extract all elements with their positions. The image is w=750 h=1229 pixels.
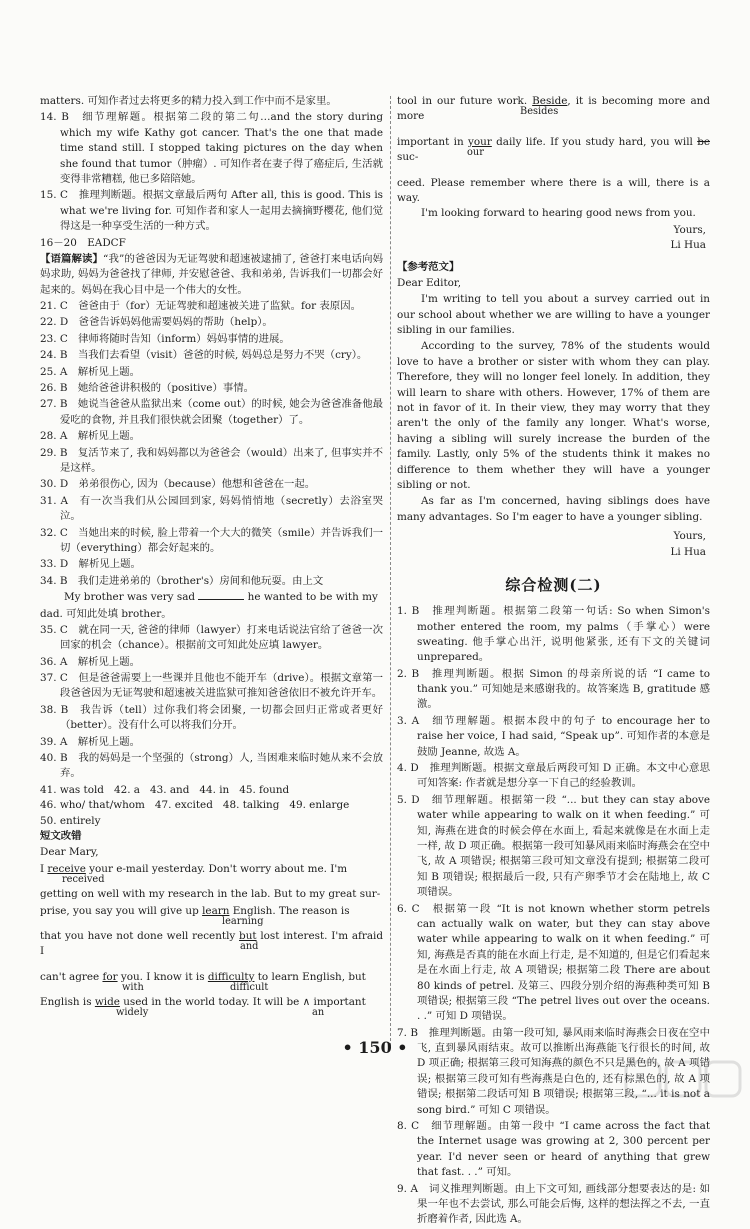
correction-line: getting on well with my research in the lab. But to my great sur- bbox=[40, 888, 381, 901]
answer-entry: 41. was told bbox=[40, 783, 104, 796]
correction-line: ceed. Please remember where there is a will, there is a way. bbox=[397, 176, 710, 204]
explanation-item: 26. B 她给爸爸讲积极的（positive）事情。 bbox=[40, 382, 255, 395]
explanation-item: 【语篇解读】“我”的爸爸因为无证驾驶和超速被逮捕了, 爸爸打来电话向妈妈求助, 妈妈为爸爸找了律师, 并安慰爸爸、我和弟弟, 告诉我们一切都会好起来的。妈妈在我心目中是一个伟大的女性。 bbox=[40, 252, 383, 296]
answer-entry: 47. excited bbox=[154, 799, 213, 812]
explanation-item: 34. B 我们走进弟弟的（brother's）房间和他玩耍。由上文 bbox=[40, 574, 324, 587]
letter-closing: I'm looking forward to hearing good news from you. bbox=[421, 207, 696, 220]
left-column bbox=[40, 94, 383, 1020]
correction-line: I receive your e-mail yesterday. Don't worry about me. I'm received bbox=[40, 862, 383, 887]
model-essay-body bbox=[397, 292, 710, 525]
explanation-item: matters. 可知作者过去将更多的精力投入到工作中而不是家里。 bbox=[40, 95, 337, 107]
explanation-item: 22. D 爸爸告诉妈妈他需要妈妈的帮助（help）。 bbox=[40, 316, 273, 329]
explanation-item: 33. D 解析见上题。 bbox=[40, 558, 141, 571]
item34-english: My brother was very sad he wanted to be with my bbox=[64, 591, 378, 604]
explanation-item: 4. D 推理判断题。根据文章最后两段可知 D 正确。本文中心意思可知答案: 作者就是想分享一下自己的经验教训。 bbox=[397, 762, 710, 790]
model-sign-yours: Yours, bbox=[673, 530, 706, 543]
model-essay-paragraph: I'm writing to tell you about a survey carried out in our school about whether we are willing to have a younger sibling in our families. bbox=[397, 293, 710, 337]
correction-word: learning bbox=[222, 915, 264, 927]
correction-word: and bbox=[240, 940, 259, 952]
explanation-item: 15. C 推理判断题。根据文章最后两句 After all, this is good. This is what we're living for. 可知作者和家人一起用去摘摘野樱花, 他们觉得这是一种享受生活的一种方式。 bbox=[40, 189, 383, 233]
explanation-item: 36. A 解析见上题。 bbox=[40, 655, 141, 668]
answer-entry: 46. who/ that/whom bbox=[40, 799, 145, 812]
error-word: wide bbox=[94, 996, 120, 1009]
error-word: Beside bbox=[532, 95, 568, 107]
explanation-item: 8. C 细节理解题。由第一段中 “I came across the fact that the Internet usage was growing at 2, 300 percent per year. I'd never seen or heard of anything that grew that fast. . .” 可知。 bbox=[397, 1120, 710, 1179]
explanation-item: 14. B 细节理解题。根据第二段的第二句…and the story during which my wife Kathy got cancer. That's the one that made time stand still. I stopped taking pictures on the day when she found that tumor（肿瘤）. 可知作者在妻子得了癌症后, 生活就变得非常糟糕, 他已多陪陪她。 bbox=[40, 111, 383, 185]
explanation-item: 16－20 EADCF bbox=[40, 236, 126, 249]
test-explanations bbox=[397, 604, 710, 1228]
correction-word: received bbox=[62, 873, 105, 885]
answer-entry: 44. in bbox=[199, 783, 230, 796]
explanation-item: 9. A 词义推理判断题。由上下文可知, 画线部分想要表达的是: 如果一年也不去尝试, 那么可能会后悔, 这样的想法挥之不去, 一直折磨着作者, 因此选 A。 bbox=[397, 1182, 710, 1226]
error-word: learn bbox=[202, 904, 230, 917]
explanation-item: 32. C 当她出来的时候, 脸上带着一个大大的微笑（smile）并告诉我们一切（everything）都会好起来的。 bbox=[40, 526, 383, 554]
correction-line: can't agree for you. I know it is difficulty to learn English, but with difficult bbox=[40, 970, 383, 995]
correction-word: difficult bbox=[230, 981, 269, 993]
explanation-item: 6. C 根据第一段 “It is not known whether storm petrels can actually walk on water, but they can stay above water while appearing to walk on it when feeding.” 可知, 海燕是否真的能在水面上行走, 是不知道的, 但是它们看起来是在水面上行走, 故 A 项错误; 根据第二段 There are about 80 kinds of petrel. 及第三、四段分别介绍的海燕种类可知 B 项错误; 根据第三段 “The petrel lives out over the oceans. . .” 可知 D 项错误。 bbox=[397, 902, 710, 1023]
explanation-item: 31. A 有一次当我们从公园回到家, 妈妈悄悄地（secretly）去浴室哭泣。 bbox=[40, 494, 383, 523]
model-essay-tag: 【参考范文】 bbox=[397, 260, 460, 273]
grammar-answers bbox=[40, 783, 383, 829]
explanation-item: 1. B 推理判断题。根据第二段第一句话: So when Simon's mother entered the room, my palms（手掌心）were sweating. 他手掌心出汗, 说明他紧张, 还有下文的关键词 unprepared。 bbox=[397, 605, 710, 664]
explanation-item: 3. A 细节理解题。根据本段中的句子 to encourage her to raise her voice, I had said, “Speak up”. 可知作者的本意是鼓励 Jeanne, 故选 A。 bbox=[397, 714, 710, 758]
page-number: • 150 • bbox=[342, 1038, 408, 1057]
explanation-item: 2. B 推理判断题。根据 Simon 的母亲所说的话 “I came to thank you.” 可知她是来感谢我的。故答案选 B, gratitude 感激。 bbox=[397, 667, 710, 711]
explanation-item: 30. D 弟弟很伤心, 因为（because）他想和爸爸在一起。 bbox=[40, 478, 316, 491]
model-essay-paragraph: As far as I'm concerned, having siblings does have many advantages. So I'm eager to have a younger sibling. bbox=[397, 495, 710, 523]
answers-row-3 bbox=[40, 814, 383, 829]
letter-sign-name: Li Hua bbox=[670, 239, 706, 252]
answer-entry: 50. entirely bbox=[40, 814, 101, 827]
model-essay-salutation: Dear Editor, bbox=[397, 276, 462, 289]
deleted-word: be bbox=[697, 135, 710, 148]
test-heading: 综合检测(二) bbox=[505, 575, 602, 594]
watermark-logo bbox=[624, 1058, 744, 1106]
correction-word: Besides bbox=[520, 106, 559, 117]
error-word: but bbox=[239, 929, 257, 942]
answer-entry: 49. enlarge bbox=[289, 799, 350, 812]
correction-line: that you have not done well recently but lost interest. I'm afraid I and bbox=[40, 929, 383, 958]
correction-line: English is wide used in the world today. It will be ∧ important widely an bbox=[40, 995, 383, 1020]
answer-entry: 43. and bbox=[150, 783, 190, 796]
answer-entry: 48. talking bbox=[222, 799, 280, 812]
explanation-item: 25. A 解析见上题。 bbox=[40, 365, 141, 378]
explanation-item: 38. B 我告诉（tell）过你我们将会团聚, 一切都会回归正常或者更好（better）。没有什么可以将我们分开。 bbox=[40, 703, 383, 732]
answer-entry: 45. found bbox=[239, 783, 290, 796]
error-word: for bbox=[102, 970, 118, 983]
correction-heading: 短文改错 bbox=[40, 829, 82, 842]
error-word: difficulty bbox=[207, 970, 255, 983]
explanation-item: 24. B 当我们去看望（visit）爸爸的时候, 妈妈总是努力不哭（cry）。 bbox=[40, 349, 368, 362]
explanation-item: 23. C 律师将随时告知（inform）妈妈事情的进展。 bbox=[40, 332, 290, 345]
answer-blank bbox=[198, 590, 244, 600]
answers-row-2 bbox=[40, 798, 383, 813]
model-essay-paragraph: According to the survey, 78% of the students would love to have a brother or sister with whom they can play. Therefore, they will no longer feel lonely. In addition, they will learn to share with others. However, 17% of them are not in favor of it. In their view, they may worry that they aren't the only of the family any longer. What's worse, having a sibling will surely increase the burden of the family. Lastly, only 5% of the students think it makes no difference to them whether they will have a younger sibling or not. bbox=[397, 340, 710, 491]
correction-line: important in your daily life. If you study hard, you will be suc- our bbox=[397, 135, 710, 164]
model-sign-name: Li Hua bbox=[670, 545, 706, 558]
explanation-item: 29. B 复活节来了, 我和妈妈都以为爸爸会（would）出来了, 但事实并不是这样。 bbox=[40, 446, 383, 474]
correction-line: prise, you say you will give up learn English. The reason is learning bbox=[40, 904, 383, 929]
explanation-item: 7. B 推理判断题。由第一段可知, 暴风雨来临时海燕会日夜在空中飞, 直到暴风雨结束。故可以推断出海燕能飞行很长的时间, 故 D 项正确; 根据第三段可知海燕的颜色不只是黑色的, 故 A 项错误; 根据第三段可知有些海燕是白色的, 还有棕黑色的, 故 A 项错误; 根据第二段话可知 B 项错误; 根据第三段, “... it is not a song bird.” 可知 C 项错误。 bbox=[397, 1026, 710, 1116]
explanation-item: 35. C 就在同一天, 爸爸的律师（lawyer）打来电话说法官给了爸爸一次回家的机会（chance）。根据前文可知此处应填 lawyer。 bbox=[40, 623, 383, 652]
answer-entry: 42. a bbox=[113, 783, 140, 796]
error-word: your bbox=[468, 135, 492, 148]
letter-sign-yours: Yours, bbox=[673, 223, 706, 236]
correction-passage bbox=[40, 862, 383, 1021]
explanation-item: 40. B 我的妈妈是一个坚强的（strong）人, 当困难来临时她从来不会放弃。 bbox=[40, 752, 383, 780]
left-explanations bbox=[40, 94, 383, 589]
correction-word: widely bbox=[116, 1007, 149, 1019]
answers-row-1 bbox=[40, 783, 383, 798]
correction-word: an bbox=[312, 1007, 325, 1019]
explanation-item: dad. 可知此处填 brother。 bbox=[40, 607, 172, 620]
correction-word: our bbox=[467, 146, 484, 158]
column-divider bbox=[390, 96, 391, 1046]
explanation-item: 27. B 她说当爸爸从监狱出来（come out）的时候, 她会为爸爸准备他最爱吃的食物, 并且我们很快就会团聚（together）了。 bbox=[40, 398, 383, 426]
explanation-item: 39. A 解析见上题。 bbox=[40, 735, 141, 748]
correction-line: tool in our future work. Beside, it is becoming more and more Besides bbox=[397, 95, 710, 123]
correction-salutation: Dear Mary, bbox=[40, 846, 99, 859]
explanation-item: 37. C 但是爸爸需要上一些课并且他也不能开车（drive）。根据文章第一段爸爸因为无证驾驶和超速被关进监狱可推知爸爸依旧不被允许开车。 bbox=[40, 672, 383, 700]
explanation-item: 21. C 爸爸由于（for）无证驾驶和超速被关进了监狱。for 表原因。 bbox=[40, 300, 361, 313]
correction-continuation bbox=[397, 94, 710, 206]
section-tag: 【语篇解读】 bbox=[40, 252, 104, 265]
correction-word: with bbox=[122, 981, 144, 993]
explanation-item: 5. D 细节理解题。根据第一段 “... but they can stay above water while appearing to walk on it when feeding.” 可知, 海燕在进食的时候会停在水面上, 看起来就像是在水面上走一样, 故 D 项正确。根据第一段可知暴风雨来临时海燕会在空中飞, 故 A 项错误; 根据第三段可知文章没有提到; 根据第二段可知 B 项错误; 根据最后一段, 只有产卵季节才会在陆地上, 故 C 项错误。 bbox=[397, 793, 710, 899]
left-explanations-2 bbox=[40, 607, 383, 782]
explanation-item: 28. A 解析见上题。 bbox=[40, 430, 141, 443]
error-word: receive bbox=[47, 862, 86, 875]
